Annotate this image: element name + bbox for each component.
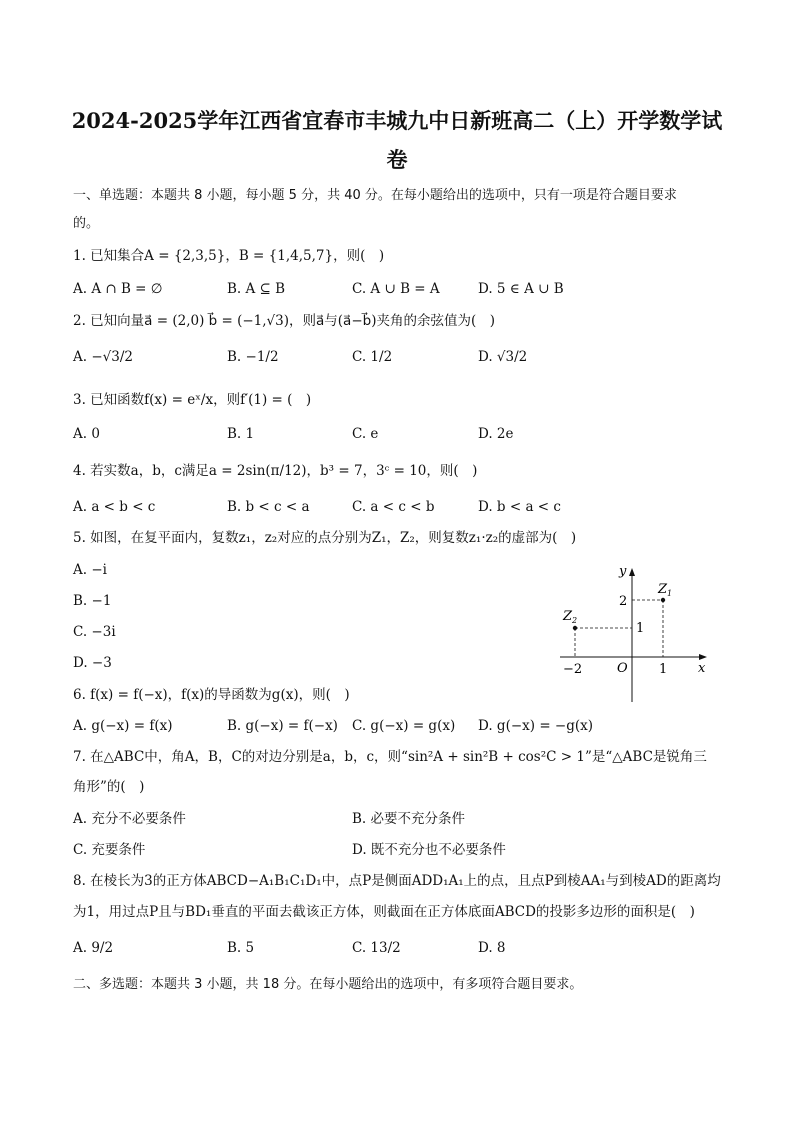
q6-option-d: D. g(−x) = −g(x) bbox=[478, 718, 594, 734]
q2-option-a: A. −√3/2 bbox=[73, 349, 133, 365]
q5-option-c: C. −3i bbox=[73, 624, 116, 640]
tick-x-minus2: −2 bbox=[563, 662, 583, 677]
q3-option-b: B. 1 bbox=[227, 426, 255, 442]
q4-option-c: C. a < c < b bbox=[352, 499, 435, 515]
complex-plane-figure bbox=[555, 562, 715, 707]
q7-option-c: C. 充要条件 bbox=[73, 842, 146, 858]
tick-y-2: 2 bbox=[619, 594, 628, 609]
q3-option-a: A. 0 bbox=[73, 426, 100, 442]
q2-stem: 2. 已知向量a⃗ = (2,0) b⃗ = (−1,√3)，则a⃗与(a⃗−b⃗)夹角的余弦值为( ) bbox=[73, 313, 496, 329]
q1-option-c: C. A ∪ B = A bbox=[352, 281, 440, 297]
q4-option-a: A. a < b < c bbox=[73, 499, 156, 515]
exam-title-line2: 卷 bbox=[386, 147, 408, 172]
q7-option-b: B. 必要不充分条件 bbox=[352, 811, 466, 827]
y-axis-arrow-icon bbox=[629, 568, 635, 576]
q1-stem: 1. 已知集合A = {2,3,5}，B = {1,4,5,7}，则( ) bbox=[73, 248, 385, 264]
z2-label-subscript: 2 bbox=[572, 616, 578, 625]
q7-option-a: A. 充分不必要条件 bbox=[73, 811, 186, 827]
q3-option-d: D. 2e bbox=[478, 426, 514, 442]
q7-option-d: D. 既不充分也不必要条件 bbox=[352, 842, 506, 858]
origin-label: O bbox=[617, 661, 628, 676]
tick-x-1: 1 bbox=[659, 662, 668, 677]
q4-option-d: D. b < a < c bbox=[478, 499, 561, 515]
q1-option-d: D. 5 ∈ A ∪ B bbox=[478, 281, 564, 297]
q5-stem: 5. 如图，在复平面内，复数z₁，z₂对应的点分别为Z₁，Z₂，则复数z₁·z₂的虚部为( ) bbox=[73, 530, 577, 546]
q5-option-b: B. −1 bbox=[73, 593, 112, 609]
q8-option-a: A. 9/2 bbox=[73, 940, 114, 956]
q2-option-d: D. √3/2 bbox=[478, 349, 528, 365]
q6-stem: 6. f(x) = f(−x)，f(x)的导函数为g(x)，则( ) bbox=[73, 687, 350, 703]
y-axis-label: y bbox=[619, 564, 627, 579]
z1-label: Z bbox=[658, 582, 668, 597]
q8-option-d: D. 8 bbox=[478, 940, 506, 956]
q3-stem: 3. 已知函数f(x) = eˣ/x，则f′(1) = ( ) bbox=[73, 392, 312, 408]
q8-stem-line2: 为1，用过点P且与BD₁垂直的平面去截该正方体，则截面在正方体底面ABCD的投影多边形的面积是( ) bbox=[73, 904, 695, 920]
q8-option-b: B. 5 bbox=[227, 940, 255, 956]
section1-header-line1: 一、单选题：本题共 8 小题，每小题 5 分，共 40 分。在每小题给出的选项中，只有一项是符合题目要求 bbox=[73, 188, 677, 203]
x-axis-arrow-icon bbox=[699, 654, 707, 660]
q2-option-b: B. −1/2 bbox=[227, 349, 279, 365]
z1-label-subscript: 1 bbox=[667, 589, 673, 598]
q6-option-b: B. g(−x) = f(−x) bbox=[227, 718, 338, 734]
q6-option-c: C. g(−x) = g(x) bbox=[352, 718, 456, 734]
q4-option-b: B. b < c < a bbox=[227, 499, 310, 515]
point-z2 bbox=[573, 626, 577, 630]
q5-option-a: A. −i bbox=[73, 562, 107, 578]
section1-header-line2: 的。 bbox=[73, 216, 100, 231]
section2-header: 二、多选题：本题共 3 小题，共 18 分。在每小题给出的选项中，有多项符合题目要求。 bbox=[73, 977, 583, 992]
z2-label: Z bbox=[563, 609, 573, 624]
q6-option-a: A. g(−x) = f(x) bbox=[73, 718, 173, 734]
q7-stem-line1: 7. 在△ABC中，角A，B，C的对边分别是a，b，c，则“sin²A + sin²B + cos²C > 1”是“△ABC是锐角三 bbox=[73, 749, 707, 765]
q1-option-b: B. A ⊆ B bbox=[227, 281, 286, 297]
x-axis-label: x bbox=[698, 661, 706, 676]
q2-option-c: C. 1/2 bbox=[352, 349, 393, 365]
q7-stem-line2: 角形”的( ) bbox=[73, 779, 145, 795]
tick-y-1: 1 bbox=[636, 621, 645, 636]
q8-stem-line1: 8. 在棱长为3的正方体ABCD−A₁B₁C₁D₁中，点P是侧面ADD₁A₁上的点，且点P到棱AA₁与到棱AD的距离均 bbox=[73, 873, 721, 889]
q4-stem: 4. 若实数a，b，c满足a = 2sin(π/12)，b³ = 7，3ᶜ = 10，则( ) bbox=[73, 463, 478, 479]
q3-option-c: C. e bbox=[352, 426, 379, 442]
q8-option-c: C. 13/2 bbox=[352, 940, 401, 956]
exam-title-line1: 2024-2025学年江西省宜春市丰城九中日新班高二（上）开学数学试 bbox=[71, 108, 723, 133]
q1-option-a: A. A ∩ B = ∅ bbox=[73, 281, 163, 297]
point-z1 bbox=[661, 598, 665, 602]
q5-option-d: D. −3 bbox=[73, 655, 112, 671]
